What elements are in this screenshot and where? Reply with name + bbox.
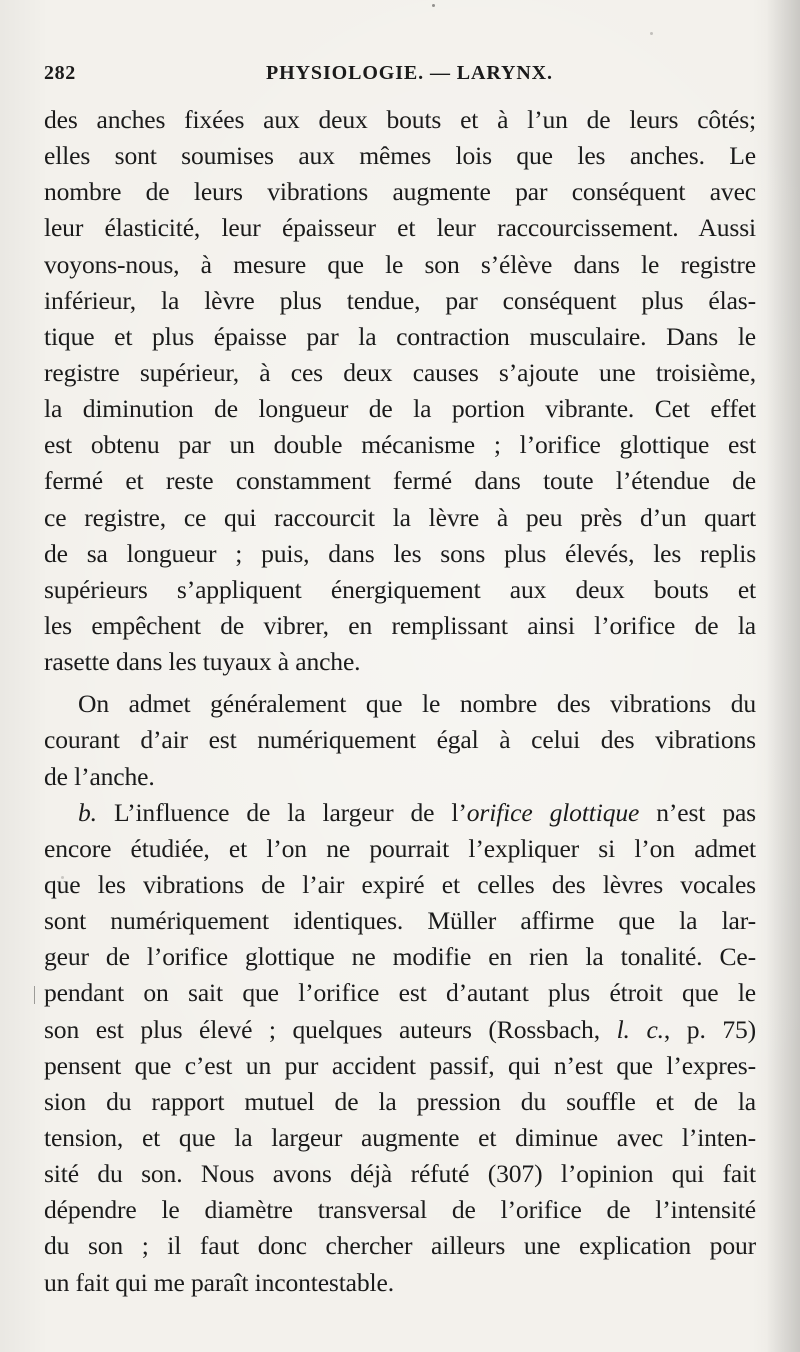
text-line: fermé et reste constamment fermé dans toute l’étendue de xyxy=(44,466,756,496)
text-fragment: L’influence de la largeur de l’ xyxy=(96,797,467,827)
paragraph-3 xyxy=(44,795,756,1301)
text-line: leur élasticité, leur épaisseur et leur raccourcissement. Aussi xyxy=(44,213,756,243)
running-head: PHYSIOLOGIE. — LARYNX. xyxy=(266,62,553,84)
text-line: nombre de leurs vibrations augmente par conséquent avec xyxy=(44,177,756,207)
italic-abbreviation: l. c. xyxy=(616,1014,664,1044)
text-line: sité du son. Nous avons déjà réfuté (307) l’opinion qui fait xyxy=(44,1159,756,1189)
ink-speck xyxy=(432,4,435,7)
text-line: de l’anche. xyxy=(44,761,155,791)
text-line: pensent que c’est un pur accident passif, qui n’est que l’expres- xyxy=(44,1050,756,1080)
text-line: supérieurs s’appliquent énergiquement aux deux bouts et xyxy=(44,574,756,604)
text-line: de sa longueur ; puis, dans les sons plus élevés, les replis xyxy=(44,538,756,568)
text-line: dépendre le diamètre transversal de l’orifice de l’intensité xyxy=(44,1195,756,1225)
text-line: courant d’air est numériquement égal à celui des vibrations xyxy=(44,725,756,755)
text-fragment: n’est pas xyxy=(639,797,756,827)
text-line: un fait qui me paraît incontestable. xyxy=(44,1267,394,1297)
text-line: encore étudiée, et l’on ne pourrait l’expliquer si l’on admet xyxy=(44,833,756,863)
text-line: registre supérieur, à ces deux causes s’ajoute une troisième, xyxy=(44,357,756,387)
text-line: elles sont soumises aux mêmes lois que les anches. Le xyxy=(44,141,756,171)
section-marker: b. xyxy=(78,797,97,827)
text-line: rasette dans les tuyaux à anche. xyxy=(44,647,361,677)
page-number: 282 xyxy=(44,62,76,84)
text-line: On admet généralement que le nombre des vibrations du xyxy=(78,689,756,719)
text-line: que les vibrations de l’air expiré et celles des lèvres vocales xyxy=(44,869,756,899)
text-fragment: son est plus élevé ; quelques auteurs (Rossbach, xyxy=(44,1014,617,1044)
text-line: tique et plus épaisse par la contraction musculaire. Dans le xyxy=(44,321,756,351)
text-line: est obtenu par un double mécanisme ; l’orifice glottique est xyxy=(44,430,756,460)
italic-term: orifice glottique xyxy=(466,797,640,827)
ink-speck xyxy=(61,876,64,879)
text-line: la diminution de longueur de la portion vibrante. Cet effet xyxy=(44,394,756,424)
ink-speck xyxy=(650,32,653,35)
text-line: des anches fixées aux deux bouts et à l’un de leurs côtés; xyxy=(44,105,756,134)
text-line: les empêchent de vibrer, en remplissant ainsi l’orifice de la xyxy=(44,610,756,640)
body-text xyxy=(44,102,756,1301)
text-line-with-italic xyxy=(44,795,756,831)
text-line: pendant on sait que l’orifice est d’autant plus étroit que le xyxy=(44,978,756,1008)
text-line: sont numériquement identiques. Müller affirme que la lar- xyxy=(44,906,756,936)
page-header xyxy=(44,62,756,96)
text-line: inférieur, la lèvre plus tendue, par conséquent plus élas- xyxy=(44,285,756,315)
text-fragment: , p. 75) xyxy=(663,1014,756,1044)
text-line: geur de l’orifice glottique ne modifie en rien la tonalité. Ce- xyxy=(44,942,756,972)
paragraph-2 xyxy=(44,686,756,794)
text-line: sion du rapport mutuel de la pression du souffle et de la xyxy=(44,1086,756,1116)
margin-mark xyxy=(34,986,35,1004)
paragraph-1 xyxy=(44,102,756,680)
text-line: du son ; il faut donc chercher ailleurs une explication pour xyxy=(44,1231,756,1261)
text-line: tension, et que la largeur augmente et diminue avec l’inten- xyxy=(44,1122,756,1152)
citation-line xyxy=(44,1012,756,1048)
text-line: voyons-nous, à mesure que le son s’élève dans le registre xyxy=(44,249,756,279)
page-edge-shadow xyxy=(766,0,800,1352)
text-line: ce registre, ce qui raccourcit la lèvre à peu près d’un quart xyxy=(44,502,756,532)
